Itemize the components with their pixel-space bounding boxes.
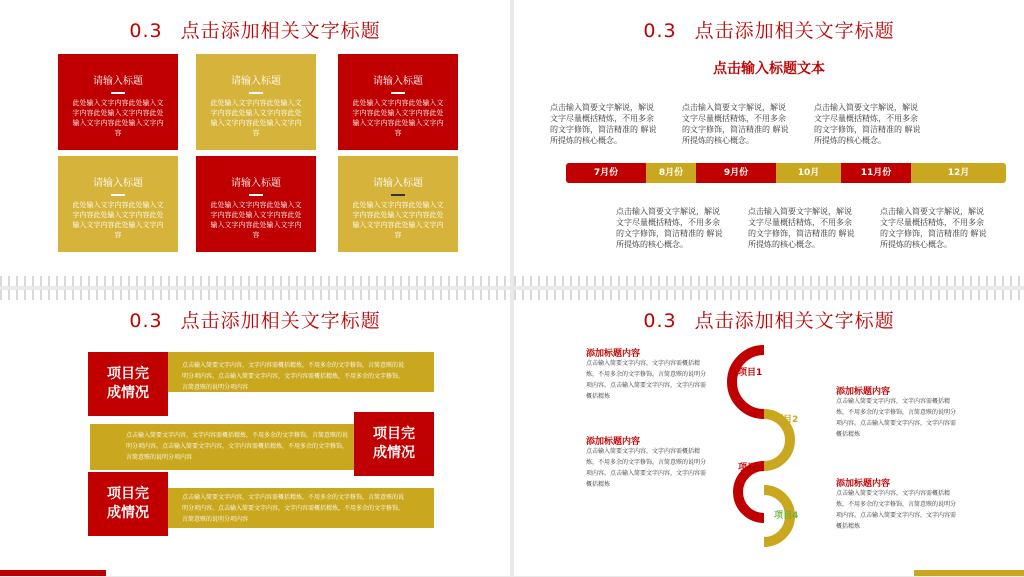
project-tag: 项目完成情况 [88, 472, 168, 536]
curve-segment [732, 350, 764, 414]
band-text: 点击输入简要文字内容，文字内容需概括精炼，不用多余的文字修饰，言简意赅的说明分项内容。点击输入简要文字内容，文字内容需概括精炼，不用多余的文字修饰，言简意赅的说明分项内容 [182, 494, 405, 523]
divider [249, 194, 263, 196]
subtitle: 点击输入标题文本 [713, 61, 825, 77]
band-text: 点击输入简要文字内容，文字内容需概括精炼，不用多余的文字修饰，言简意赅的说明分项内容。点击输入简要文字内容，文字内容需概括精炼，不用多余的文字修饰，言简意赅的说明分项内容 [182, 362, 405, 391]
item-label: 项目4 [774, 511, 799, 521]
timeline-segment: 8月份 [646, 163, 696, 183]
project-tag: 项目完成情况 [354, 412, 434, 476]
slide-1[interactable] [0, 0, 510, 286]
project-tag: 项目完成情况 [88, 352, 168, 416]
band-text: 点击输入简要文字内容，文字内容需概括精炼，不用多余的文字修饰，言简意赅的说明分项内容。点击输入简要文字内容，文字内容需概括精炼，不用多余的文字修饰，言简意赅的说明分项内容 [126, 432, 349, 461]
section-body: 点击输入简要文字内容，文字内容需概括精炼，不用多余的文字修饰，言简意赅的说明分项内容。点击输入简要文字内容，文字内容需概括精炼 [836, 490, 957, 530]
divider [111, 194, 125, 196]
timeline-note: 点击输入简要文字解说，解说文字尽量概括精炼，不用多余的文字修饰，简洁精准的 解说所提炼的核心概念。 [814, 103, 921, 145]
timeline [566, 163, 1006, 183]
timeline-note: 点击输入简要文字解说，解说文字尽量概括精炼，不用多余的文字修饰，简洁精准的 解说所提炼的核心概念。 [616, 207, 723, 249]
timeline-note: 点击输入简要文字解说，解说文字尽量概括精炼，不用多余的文字修饰，简洁精准的 解说所提炼的核心概念。 [748, 207, 855, 249]
page-title: 0.3 点击添加相关文字标题 [643, 20, 895, 42]
section-heading: 添加标题内容 [586, 437, 641, 447]
section-body: 点击输入简要文字内容，文字内容需概括精炼，不用多余的文字修饰，言简意赅的说明分项内容。点击输入简要文字内容，文字内容需概括精炼 [586, 448, 707, 488]
page-title: 0.3 点击添加相关文字标题 [643, 310, 895, 332]
section-body: 点击输入简要文字内容，文字内容需概括精炼，不用多余的文字修饰，言简意赅的说明分项内容。点击输入简要文字内容，文字内容需概括精炼 [836, 398, 957, 438]
decor-stripes [0, 276, 510, 286]
content-card: 请输入标题 此处输入文字内容此处输入文字内容此处输入文字内容此处输入文字内容此处输入文字内容 [58, 54, 178, 150]
timeline-segment: 7月份 [566, 163, 646, 183]
item-label: 项目1 [738, 368, 763, 378]
section-body: 点击输入简要文字内容，文字内容需概括精炼，不用多余的文字修饰，言简意赅的说明分项内容。点击输入简要文字内容，文字内容需概括精炼 [586, 360, 707, 400]
timeline-note: 点击输入简要文字解说，解说文字尽量概括精炼，不用多余的文字修饰，简洁精准的 解说所提炼的核心概念。 [682, 103, 789, 145]
timeline-segment: 10月 [776, 163, 841, 183]
slide-4[interactable] [514, 290, 1024, 576]
section-heading: 添加标题内容 [836, 479, 891, 489]
decor-stripes [514, 276, 1024, 286]
decor-stripes [514, 290, 1024, 300]
timeline-note: 点击输入简要文字解说，解说文字尽量概括精炼，不用多余的文字修饰，简洁精准的 解说所提炼的核心概念。 [880, 207, 987, 249]
item-label: 项目2 [774, 415, 799, 425]
page-title: 0.3 点击添加相关文字标题 [129, 310, 381, 332]
divider [391, 194, 405, 196]
content-card: 请输入标题 此处输入文字内容此处输入文字内容此处输入文字内容此处输入文字内容此处输入文字内容 [196, 54, 316, 150]
timeline-note: 点击输入简要文字解说，解说文字尽量概括精炼，不用多余的文字修饰，简洁精准的 解说所提炼的核心概念。 [550, 103, 657, 145]
item-label: 项目3 [738, 463, 763, 473]
section-heading: 添加标题内容 [586, 349, 641, 359]
timeline-segment: 12月 [911, 163, 1006, 183]
decor-bar [0, 570, 106, 576]
content-card: 请输入标题 此处输入文字内容此处输入文字内容此处输入文字内容此处输入文字内容此处输入文字内容 [338, 156, 458, 252]
decor-bar [914, 570, 1024, 576]
curve-segment [738, 466, 764, 518]
page-title: 0.3 点击添加相关文字标题 [129, 20, 381, 42]
timeline-segment: 9月份 [696, 163, 776, 183]
slide-2[interactable] [514, 0, 1024, 286]
content-card: 请输入标题 此处输入文字内容此处输入文字内容此处输入文字内容此处输入文字内容此处输入文字内容 [58, 156, 178, 252]
s-curve-diagram [704, 340, 834, 550]
section-heading: 添加标题内容 [836, 387, 891, 397]
decor-stripes [0, 290, 510, 300]
timeline-segment: 11月份 [841, 163, 911, 183]
content-card: 请输入标题 此处输入文字内容此处输入文字内容此处输入文字内容此处输入文字内容此处输入文字内容 [196, 156, 316, 252]
divider [249, 92, 263, 94]
divider [391, 92, 405, 94]
slide-3[interactable] [0, 290, 510, 576]
divider [111, 92, 125, 94]
content-card: 请输入标题 此处输入文字内容此处输入文字内容此处输入文字内容此处输入文字内容此处输入文字内容 [338, 54, 458, 150]
